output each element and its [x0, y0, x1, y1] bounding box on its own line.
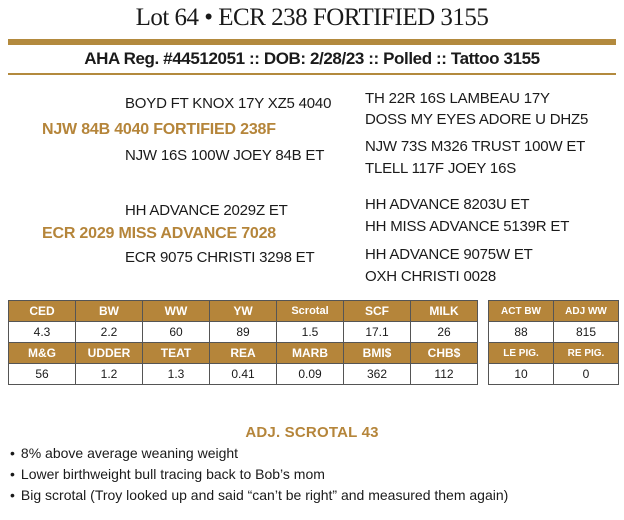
epd-header: MILK — [411, 301, 478, 322]
epd-header-row-1 — [9, 301, 478, 322]
epd-header: UDDER — [76, 343, 143, 364]
epd-header: CHB$ — [411, 343, 478, 364]
actuals-header: ACT BW — [489, 301, 554, 322]
ss-sire: TH 22R 16S LAMBEAU 17Y — [365, 90, 550, 107]
sire-sire: BOYD FT KNOX 17Y XZ5 4040 — [125, 95, 332, 112]
epd-value-row-2 — [9, 364, 478, 385]
epd-value: 2.2 — [76, 322, 143, 343]
dd-dam: OXH CHRISTI 0028 — [365, 268, 497, 285]
epd-header-row-2 — [9, 343, 478, 364]
epd-header: MARB — [277, 343, 344, 364]
epd-value-row-1 — [9, 322, 478, 343]
epd-value: 1.2 — [76, 364, 143, 385]
dam-sire: HH ADVANCE 2029Z ET — [125, 202, 288, 219]
actuals-value: 815 — [554, 322, 619, 343]
epd-value: 0.09 — [277, 364, 344, 385]
ds-sire: HH ADVANCE 8203U ET — [365, 196, 530, 213]
epd-header: YW — [210, 301, 277, 322]
epd-header: CED — [9, 301, 76, 322]
adj-scrotal: ADJ. SCROTAL 43 — [245, 424, 379, 441]
sire: NJW 84B 4040 FORTIFIED 238F — [42, 121, 276, 138]
epd-value: 0.41 — [210, 364, 277, 385]
epd-value: 1.5 — [277, 322, 344, 343]
note-item: • 8% above average weaning weight — [10, 443, 508, 464]
epd-header: TEAT — [143, 343, 210, 364]
epd-value: 112 — [411, 364, 478, 385]
actuals-value: 0 — [554, 364, 619, 385]
epd-header: SCF — [344, 301, 411, 322]
actuals-header: RE PIG. — [554, 343, 619, 364]
actuals-value-row-1 — [489, 322, 619, 343]
lot-title: Lot 64 • ECR 238 FORTIFIED 3155 — [135, 4, 489, 31]
registration-rule — [8, 73, 616, 75]
actuals-header: ADJ WW — [554, 301, 619, 322]
actuals-header: LE PIG. — [489, 343, 554, 364]
epd-header: BMI$ — [344, 343, 411, 364]
dam: ECR 2029 MISS ADVANCE 7028 — [42, 225, 277, 242]
actuals-table — [488, 300, 619, 385]
epd-header: REA — [210, 343, 277, 364]
epd-value: 4.3 — [9, 322, 76, 343]
epd-value: 26 — [411, 322, 478, 343]
actuals-value: 10 — [489, 364, 554, 385]
epd-table — [8, 300, 478, 385]
epd-value: 362 — [344, 364, 411, 385]
dam-dam: ECR 9075 CHRISTI 3298 ET — [125, 249, 315, 266]
sd-dam: TLELL 117F JOEY 16S — [365, 160, 517, 177]
title-rule — [8, 39, 616, 45]
note-item: • Lower birthweight bull tracing back to Bob’s mom — [10, 464, 508, 485]
epd-value: 56 — [9, 364, 76, 385]
epd-value: 1.3 — [143, 364, 210, 385]
ds-dam: HH MISS ADVANCE 5139R ET — [365, 218, 570, 235]
sire-dam: NJW 16S 100W JOEY 84B ET — [125, 147, 325, 164]
epd-header: Scrotal — [277, 301, 344, 322]
ss-dam: DOSS MY EYES ADORE U DHZ5 — [365, 111, 589, 128]
epd-header: WW — [143, 301, 210, 322]
epd-value: 17.1 — [344, 322, 411, 343]
notes-list — [10, 443, 508, 506]
dd-sire: HH ADVANCE 9075W ET — [365, 246, 533, 263]
epd-header: BW — [76, 301, 143, 322]
registration-line: AHA Reg. #44512051 :: DOB: 2/28/23 :: Polled :: Tattoo 3155 — [84, 49, 540, 68]
epd-header: M&G — [9, 343, 76, 364]
epd-value: 60 — [143, 322, 210, 343]
actuals-header-row-1 — [489, 301, 619, 322]
actuals-value-row-2 — [489, 364, 619, 385]
actuals-header-row-2 — [489, 343, 619, 364]
epd-value: 89 — [210, 322, 277, 343]
note-item: • Big scrotal (Troy looked up and said “can’t be right” and measured them again) — [10, 485, 508, 506]
sd-sire: NJW 73S M326 TRUST 100W ET — [365, 138, 586, 155]
actuals-value: 88 — [489, 322, 554, 343]
